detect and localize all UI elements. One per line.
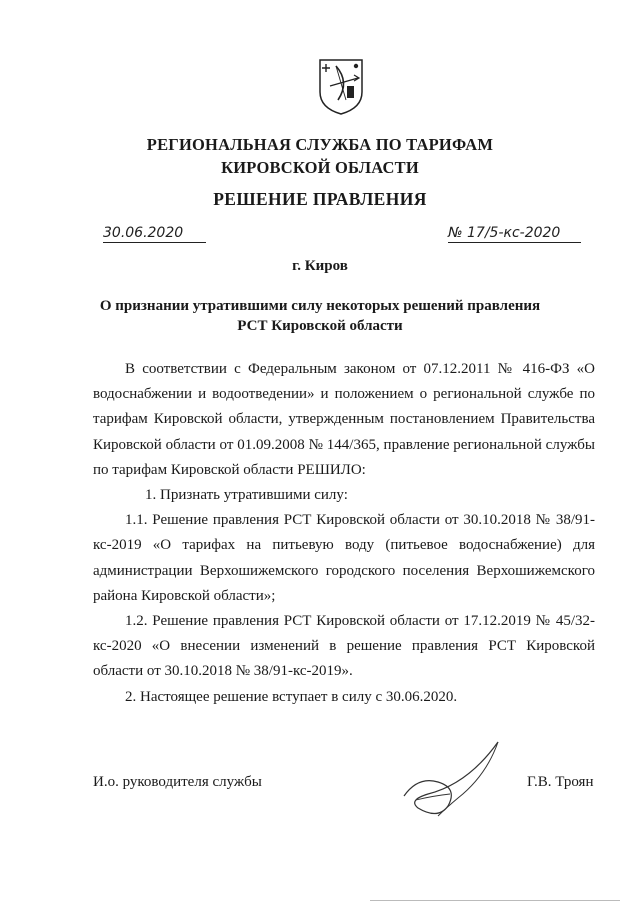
- kirov-coat-of-arms-icon: [316, 56, 366, 116]
- handwritten-signature: [398, 736, 508, 826]
- item-1: 1. Признать утратившими силу:: [145, 487, 348, 504]
- signatory-position: И.о. руководителя службы: [93, 774, 262, 790]
- decision-date: 30.06.2020: [103, 224, 206, 243]
- org-line-2: КИРОВСКОЙ ОБЛАСТИ: [221, 158, 419, 177]
- decision-body: [93, 357, 595, 710]
- city: г. Киров: [292, 258, 348, 274]
- subject-line-2: РСТ Кировской области: [237, 318, 403, 334]
- organization-title: [0, 133, 640, 179]
- item-2: 2. Настоящее решение вступает в силу с 30.06.2020.: [125, 688, 458, 705]
- org-line-1: РЕГИОНАЛЬНАЯ СЛУЖБА ПО ТАРИФАМ: [146, 135, 494, 154]
- scan-edge-line: [370, 900, 620, 901]
- signatory-name: Г.В. Троян: [527, 774, 594, 790]
- document-type: РЕШЕНИЕ ПРАВЛЕНИЯ: [213, 189, 427, 209]
- decision-subject: [0, 296, 640, 336]
- item-1-2: 1.2. Решение правления РСТ Кировской области от 17.12.2019 № 45/32-кс-2020 «О внесении изменений в решение правления РСТ Кировской области от 30.10.2018 № 38/91-кс-2019».: [93, 613, 595, 680]
- item-1-1: 1.1. Решение правления РСТ Кировской области от 30.10.2018 № 38/91-кс-2019 «О тарифах на питьевую воду (питьевое водоснабжение) для администрации Верхошижемского городского поселения Верхошижемского района Кировской области»;: [93, 512, 595, 604]
- decision-number: № 17/5-кс-2020: [448, 224, 581, 243]
- subject-line-1: О признании утратившими силу некоторых решений правления: [99, 298, 541, 314]
- intro-paragraph: В соответствии с Федеральным законом от 07.12.2011 № 416-ФЗ «О водоснабжении и водоотведении» и положением о региональной службе по тарифам Кировской области, утвержденным постановлением Правительства Кировской области от 01.09.2008 № 144/365, правление региональной службы по тарифам Кировской области РЕШИЛО:: [93, 361, 595, 478]
